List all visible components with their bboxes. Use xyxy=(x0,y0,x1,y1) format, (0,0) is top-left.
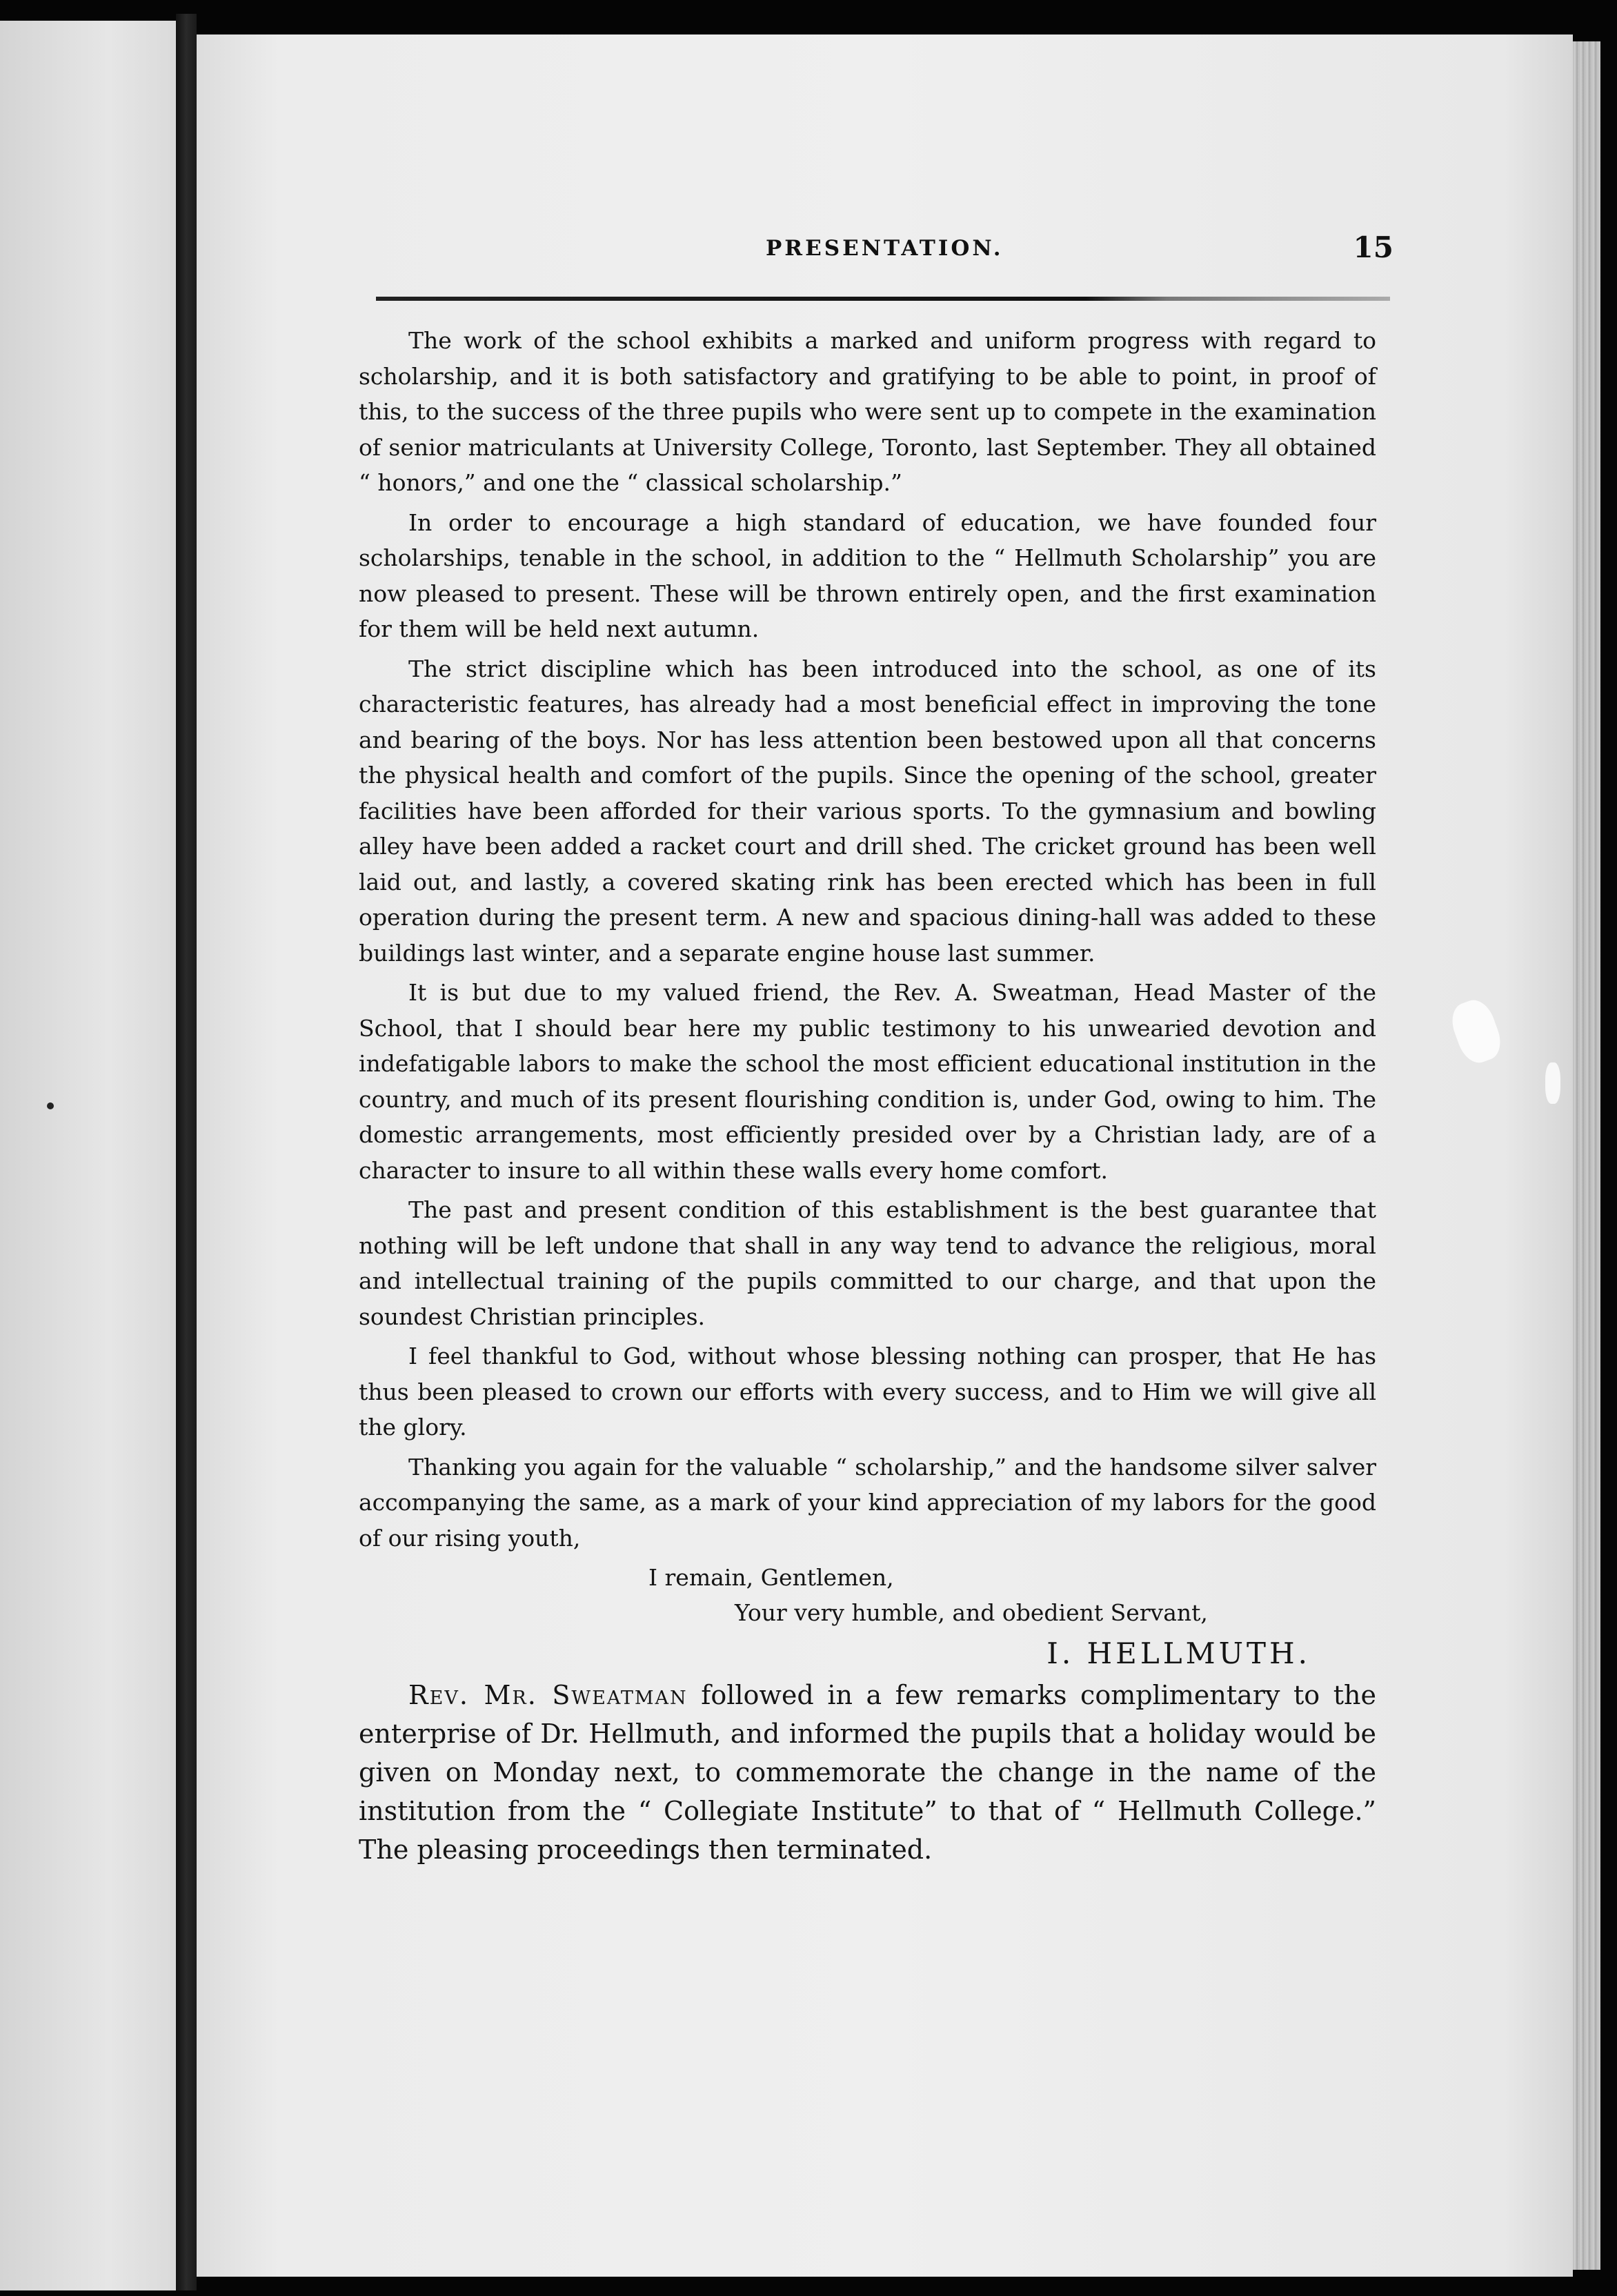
paragraph: The past and present condition of this establishment is the best guarantee that nothing will be left undone that shall in any way tend to advance the religious, moral and intellectual training of the pupils committed to our charge, and that upon the soundest Christian principles. xyxy=(359,1196,1376,1330)
page-number: 15 xyxy=(1353,230,1393,264)
paragraph: The strict discipline which has been introduced into the school, as one of its characteristic features, has already had a most beneficial effect in improving the tone and bearing of the boys. Nor has less attention been bestowed upon all that concerns the physical health and comfort of the pupils. Since the opening of the school, greater facilities have been afforded for their various sports. To the gymnasium and bowling alley have been added a racket court and drill shed. The cricket ground has been well laid out, and lastly, a covered skating rink has been erected which has been in full operation during the present term. A new and spacious dining-hall was added to these buildings last winter, and a separate engine house last summer. xyxy=(359,655,1376,967)
speaker-name: Rev. Mr. Sweatman xyxy=(408,1680,688,1710)
followup-paragraph xyxy=(359,1676,1376,1869)
ink-speck xyxy=(47,1102,54,1109)
paper-blemish xyxy=(1545,1062,1560,1104)
page-edges xyxy=(1573,41,1600,2270)
letter-closing xyxy=(359,1560,1376,1674)
closing-salutation: I remain, Gentlemen, xyxy=(648,1564,894,1591)
paragraph: In order to encourage a high standard of education, we have founded four scholarships, tenable in the school, in addition to the “ Hellmuth Scholarship” you are now pleased to present. These will be thrown entirely open, and the first examination for them will be held next autumn. xyxy=(359,508,1376,642)
followup-text: followed in a few remarks complimentary to the enterprise of Dr. Hellmuth, and informed the pupils that a holiday would be given on Monday next, to commemorate the change in the name of the institution from the “ Collegiate Institute” to that of “ Hellmuth College.” The pleasing proceedings then terminated. xyxy=(359,1680,1376,1865)
header-rule xyxy=(376,297,1390,301)
left-page-fragment xyxy=(0,21,181,2290)
paragraph: Thanking you again for the valuable “ scholarship,” and the handsome silver salver accompanying the same, as a mark of your kind appreciation of my labors for the good of our rising youth, xyxy=(359,1453,1376,1552)
page-text xyxy=(359,323,1376,1895)
paragraph: I feel thankful to God, without whose blessing nothing can prosper, that He has thus been pleased to crown our efforts with every success, and to Him we will give all the glory. xyxy=(359,1343,1376,1441)
closing-complimentary: Your very humble, and obedient Servant, xyxy=(735,1599,1208,1626)
paragraph: The work of the school exhibits a marked and uniform progress with regard to scholarship, and it is both satisfactory and gratifying to be able to point, in proof of this, to the success of the three pupils who were sent up to compete in the examination of senior matriculants at University College, Toronto, last September. They all obtained “ honors,” and one the “ classical scholarship.” xyxy=(359,327,1376,496)
book-gutter xyxy=(176,14,197,2290)
paragraph: It is but due to my valued friend, the Rev. A. Sweatman, Head Master of the School, that I should bear here my public testimony to his unwearied devotion and indefatigable labors to make the school the most efficient educational institution in the country, and much of its present flourishing condition is, under God, owing to him. The domestic arrangements, most efficiently presided over by a Christian lady, are of a character to insure to all within these walls every home comfort. xyxy=(359,979,1376,1184)
running-head: PRESENTATION. xyxy=(766,236,1004,261)
page-header xyxy=(373,228,1393,283)
signature: I. HELLMUTH. xyxy=(1046,1636,1311,1670)
